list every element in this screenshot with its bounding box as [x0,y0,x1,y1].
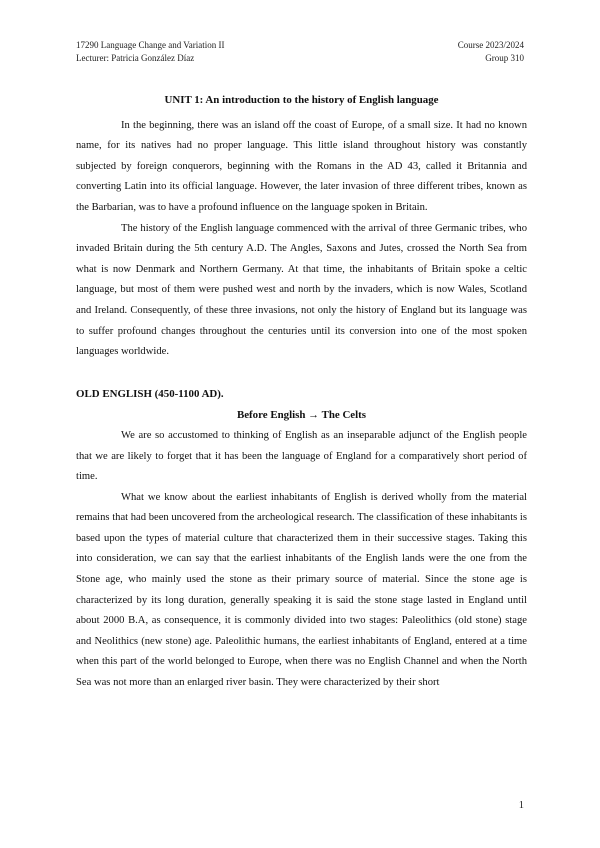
page-number: 1 [518,800,524,811]
section-paragraph-1: We are so accustomed to thinking of English as an inseparable adjunct of the English people that we are likely to forget that it has been the language of England for a comparatively short period of time. [76,429,527,483]
header-left [76,39,225,65]
header-right [458,39,524,65]
unit-title: UNIT 1: An introduction to the history of English language [164,94,439,106]
course-year: Course 2023/2024 [457,40,524,50]
lecturer-name: Lecturer: Patricia González Díaz [76,53,195,63]
section-heading-old-english: OLD ENGLISH (450-1100 AD). [76,387,224,400]
subsection-heading-celts: Before English → The Celts [236,409,367,422]
group-number: Group 310 [485,53,524,63]
course-code-title: 17290 Language Change and Variation II [76,40,225,50]
intro-paragraph-2: The history of the English language commenced with the arrival of three Germanic tribes, who invaded Britain during the 5th century A.D. The Angles, Saxons and Jutes, crossed the North Sea from what is now Denmark and Northern Germany. At that time, the inhabitants of Britain spoke a celtic language, but most of them were pushed west and north by the invaders, which is now Wales, Scotland and Ireland. Consequently, of these three invasions, not only the history of England but its language was to suffer profound changes throughout the centuries until its conversion into one of the most spoken languages worldwide. [76,222,527,358]
intro-paragraph-1: In the beginning, there was an island off the coast of Europe, of a small size. It had no known name, for its natives had no proper language. This little island throughout history was constantly subjected by foreign conquerors, beginning with the Romans in the AD 43, called it Britannia and converting Latin into its official language. However, the later invasion of three different tribes, known as the Barbarian, was to have a profound influence on the language spoken in Britain. [76,119,527,213]
document-body [76,90,527,694]
section-paragraph-2: What we know about the earliest inhabitants of English is derived wholly from the material remains that had been uncovered from the archeological research. The classification of these inhabitants is based upon the types of material culture that characterized them in their successive stages. Taking this into consideration, we can say that the earliest inhabitants of the English lands were the one from the Stone age, who mainly used the stone as their primary source of material. Since the stone age is characterized by its long duration, generally speaking it is said the stone stage lasted in England until about 2000 B.A, as consequence, it is commonly divided into two stages: Paleolithics (old stone) stage and Neolithics (new stone) age. Paleolithic humans, the earliest inhabitants of England, entered at a time when this part of the world belonged to Europe, when there was no English Channel and when the North Sea was not more than an enlarged river basin. They were characterized by their short [76,491,527,689]
